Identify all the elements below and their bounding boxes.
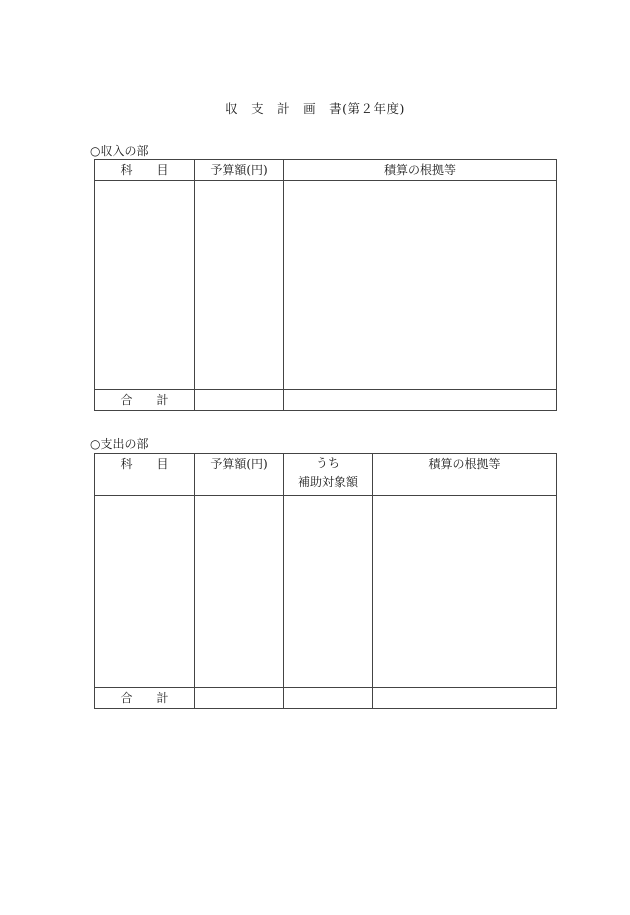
expense-basis-cell[interactable] (373, 496, 557, 688)
expense-total-basis-cell[interactable] (373, 688, 557, 709)
income-budget-cell[interactable] (195, 181, 284, 390)
expense-header-budget: 予算額(円) (195, 454, 284, 496)
expense-section-label: ○支出の部 (90, 437, 149, 451)
income-total-row (95, 390, 557, 411)
expense-header-basis: 積算の根拠等 (373, 454, 557, 496)
expense-subsidy-cell[interactable] (284, 496, 373, 688)
expense-header-subsidy-line2: 補助対象額 (297, 475, 358, 489)
expense-body-row (95, 496, 557, 688)
expense-total-subsidy-cell[interactable] (284, 688, 373, 709)
expense-header-item: 科 目 (95, 454, 195, 496)
expense-table (94, 453, 557, 709)
income-header-row (95, 160, 557, 181)
expense-total-row (95, 688, 557, 709)
income-header-budget: 予算額(円) (195, 160, 284, 181)
income-header-item: 科 目 (95, 160, 195, 181)
income-body-row (95, 181, 557, 390)
expense-total-budget-cell[interactable] (195, 688, 284, 709)
income-total-budget-cell[interactable] (195, 390, 284, 411)
income-total-label: 合 計 (95, 390, 195, 411)
income-item-cell[interactable] (95, 181, 195, 390)
income-table (94, 159, 557, 411)
income-total-basis-cell[interactable] (284, 390, 557, 411)
income-section-label: ○収入の部 (90, 144, 149, 158)
expense-header-row (95, 454, 557, 496)
page-title: 収 支 計 画 書(第２年度) (225, 101, 405, 116)
expense-header-subsidy (284, 454, 373, 496)
expense-item-cell[interactable] (95, 496, 195, 688)
expense-header-subsidy-line1: うち (315, 456, 340, 470)
expense-budget-cell[interactable] (195, 496, 284, 688)
income-header-basis: 積算の根拠等 (284, 160, 557, 181)
income-basis-cell[interactable] (284, 181, 557, 390)
expense-total-label: 合 計 (95, 688, 195, 709)
